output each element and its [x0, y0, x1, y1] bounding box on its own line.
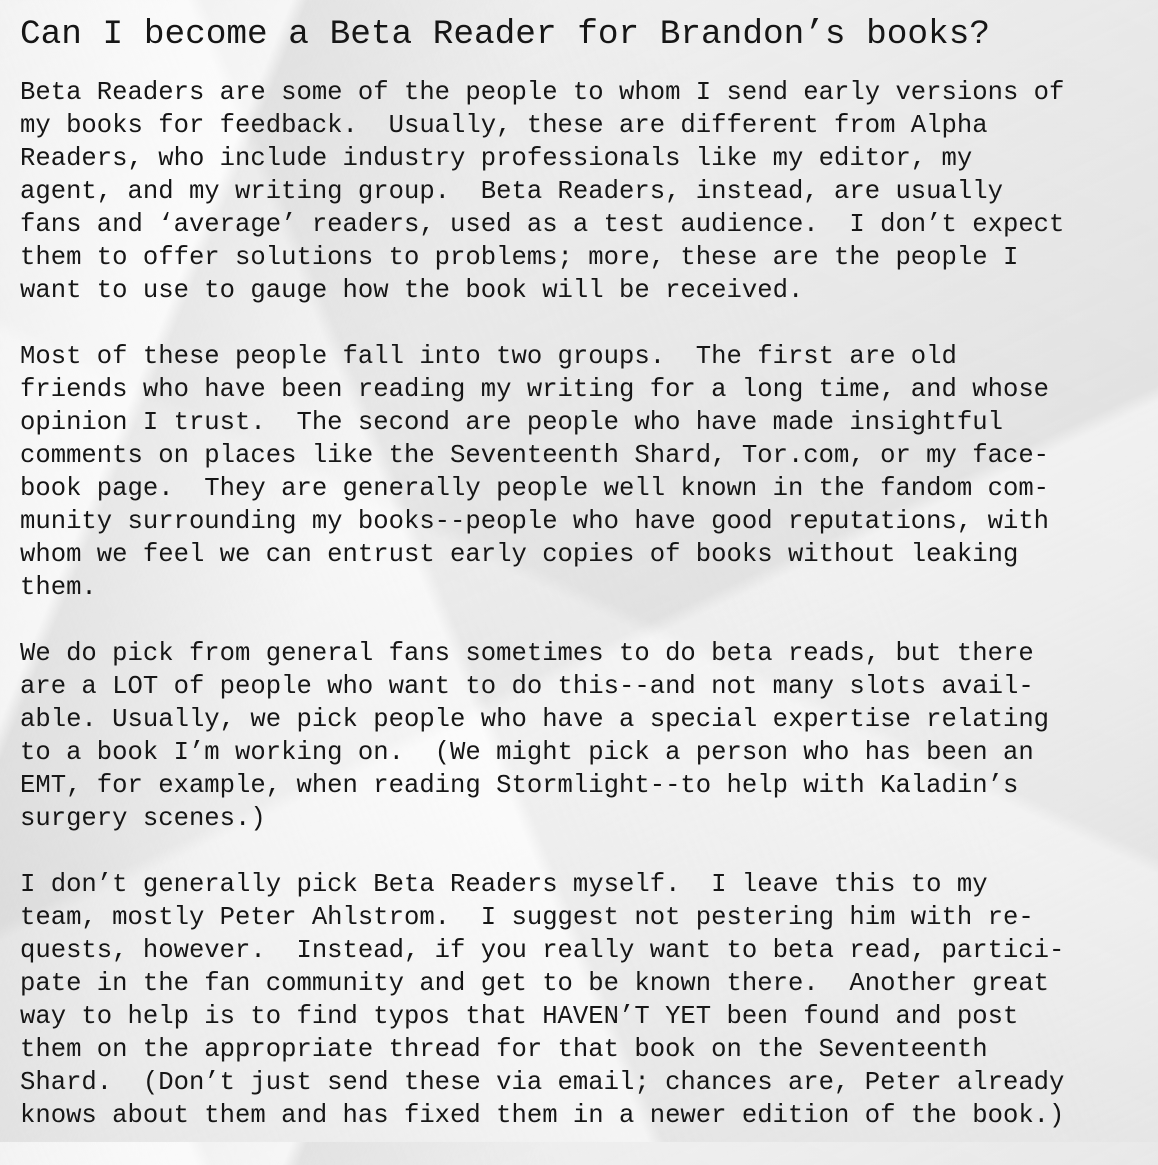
paragraph-1: [20, 76, 1148, 307]
text-line: Most of these people fall into two groups. The first are old: [20, 342, 957, 371]
paragraph-3: [20, 637, 1148, 835]
text-line: my books for feedback. Usually, these are different from Alpha: [20, 111, 988, 140]
text-line: able. Usually, we pick people who have a special expertise relating: [20, 705, 1050, 734]
paragraph-2: [20, 340, 1148, 604]
text-line: surgery scenes.): [20, 804, 266, 833]
document-body: [20, 76, 1148, 1132]
text-line: them to offer solutions to problems; more, these are the people I: [20, 243, 1019, 272]
text-line: I don’t generally pick Beta Readers myself. I leave this to my: [20, 870, 988, 899]
text-line: munity surrounding my books--people who have good reputations, with: [20, 507, 1050, 536]
text-line: team, mostly Peter Ahlstrom. I suggest not pestering him with re-: [20, 903, 1034, 932]
text-line: agent, and my writing group. Beta Readers, instead, are usually: [20, 177, 1003, 206]
page-title: Can I become a Beta Reader for Brandon’s books?: [20, 15, 990, 54]
text-line: are a LOT of people who want to do this--and not many slots avail-: [20, 672, 1034, 701]
paragraph-4: [20, 868, 1148, 1132]
text-line: way to help is to find typos that HAVEN’T YET been found and post: [20, 1002, 1019, 1031]
text-line: We do pick from general fans sometimes to do beta reads, but there: [20, 639, 1034, 668]
text-line: quests, however. Instead, if you really want to beta read, partici-: [20, 936, 1065, 965]
text-line: whom we feel we can entrust early copies of books without leaking: [20, 540, 1019, 569]
text-line: friends who have been reading my writing for a long time, and whose: [20, 375, 1050, 404]
text-line: book page. They are generally people well known in the fandom com-: [20, 474, 1050, 503]
text-line: EMT, for example, when reading Stormlight--to help with Kaladin’s: [20, 771, 1019, 800]
text-line: comments on places like the Seventeenth Shard, Tor.com, or my face-: [20, 441, 1050, 470]
text-line: Shard. (Don’t just send these via email; chances are, Peter already: [20, 1068, 1065, 1097]
text-line: Beta Readers are some of the people to whom I send early versions of: [20, 78, 1065, 107]
text-line: fans and ‘average’ readers, used as a test audience. I don’t expect: [20, 210, 1065, 239]
text-line: pate in the fan community and get to be known there. Another great: [20, 969, 1050, 998]
text-line: opinion I trust. The second are people who have made insightful: [20, 408, 1003, 437]
text-line: them.: [20, 573, 97, 602]
text-line: want to use to gauge how the book will be received.: [20, 276, 804, 305]
text-line: to a book I’m working on. (We might pick a person who has been an: [20, 738, 1034, 767]
document-page: [20, 14, 1148, 1165]
text-line: them on the appropriate thread for that book on the Seventeenth: [20, 1035, 988, 1064]
text-line: knows about them and has fixed them in a newer edition of the book.): [20, 1101, 1065, 1130]
text-line: Readers, who include industry professionals like my editor, my: [20, 144, 973, 173]
